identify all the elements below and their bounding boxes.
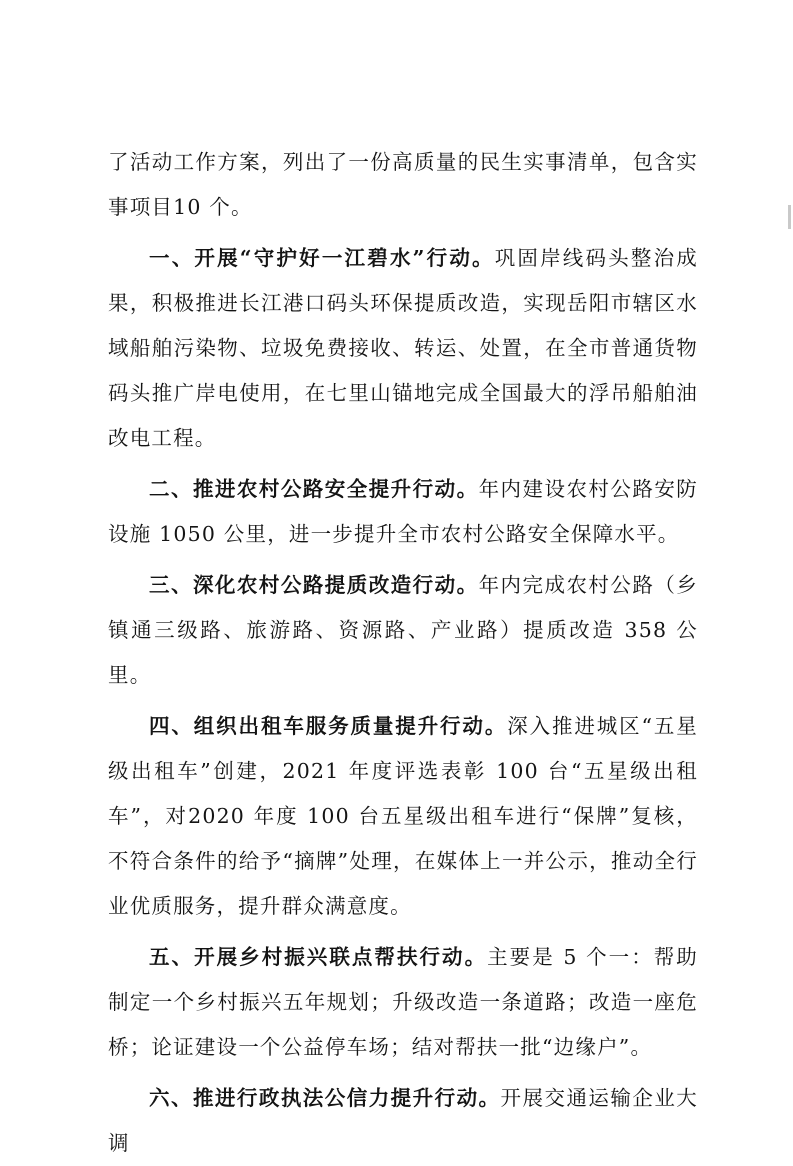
paragraph-heading: 五、开展乡村振兴联点帮扶行动。 [149,945,488,969]
paragraph-text: 开展交通运输企业大调 [108,1086,698,1155]
paragraph-heading: 四、组织出租车服务质量提升行动。 [149,714,508,738]
paragraph-text: 年内建设农村公路安防设施 1050 公里，进一步提升全市农村公路安全保障水平。 [108,477,698,546]
paragraph-item-3 [108,563,698,698]
paragraph-item-5 [108,935,698,1070]
paragraph-item-2 [108,467,698,557]
paragraph-text: 巩固岸线码头整治成果，积极推进长江港口码头环保提质改造，实现岳阳市辖区水域船舶污染物、垃圾免费接收、转运、处置，在全市普通货物码头推广岸电使用，在七里山锚地完成全国最大的浮吊船舶油改电工程。 [108,246,698,450]
paragraph-item-1 [108,236,698,461]
paragraph-continuation [108,140,698,230]
paragraph-text: 深入推进城区“五星级出租车”创建，2021 年度评选表彰 100 台“五星级出租车”，对2020 年度 100 台五星级出租车进行“保牌”复核，不符合条件的给予“摘牌”处理，在媒体上一并公示，推动全行业优质服务，提升群众满意度。 [108,714,699,918]
paragraph-item-4 [108,704,698,929]
paragraph-text: 主要是 5 个一：帮助制定一个乡村振兴五年规划；升级改造一条道路；改造一座危桥；论证建设一个公益停车场；结对帮扶一批“边缘户”。 [108,945,698,1059]
document-body [108,140,698,1166]
paragraph-text: 年内完成农村公路（乡镇通三级路、旅游路、资源路、产业路）提质改造 358 公里。 [108,573,698,687]
scan-edge-mark [788,205,791,229]
paragraph-heading: 六、推进行政执法公信力提升行动。 [149,1086,501,1110]
paragraph-heading: 二、推进农村公路安全提升行动。 [149,477,479,501]
paragraph-heading: 一、开展“守护好一江碧水”行动。 [149,246,495,270]
paragraph-item-6 [108,1076,698,1166]
paragraph-heading: 三、深化农村公路提质改造行动。 [149,573,479,597]
paragraph-text: 了活动工作方案，列出了一份高质量的民生实事清单，包含实事项目10 个。 [108,150,698,219]
